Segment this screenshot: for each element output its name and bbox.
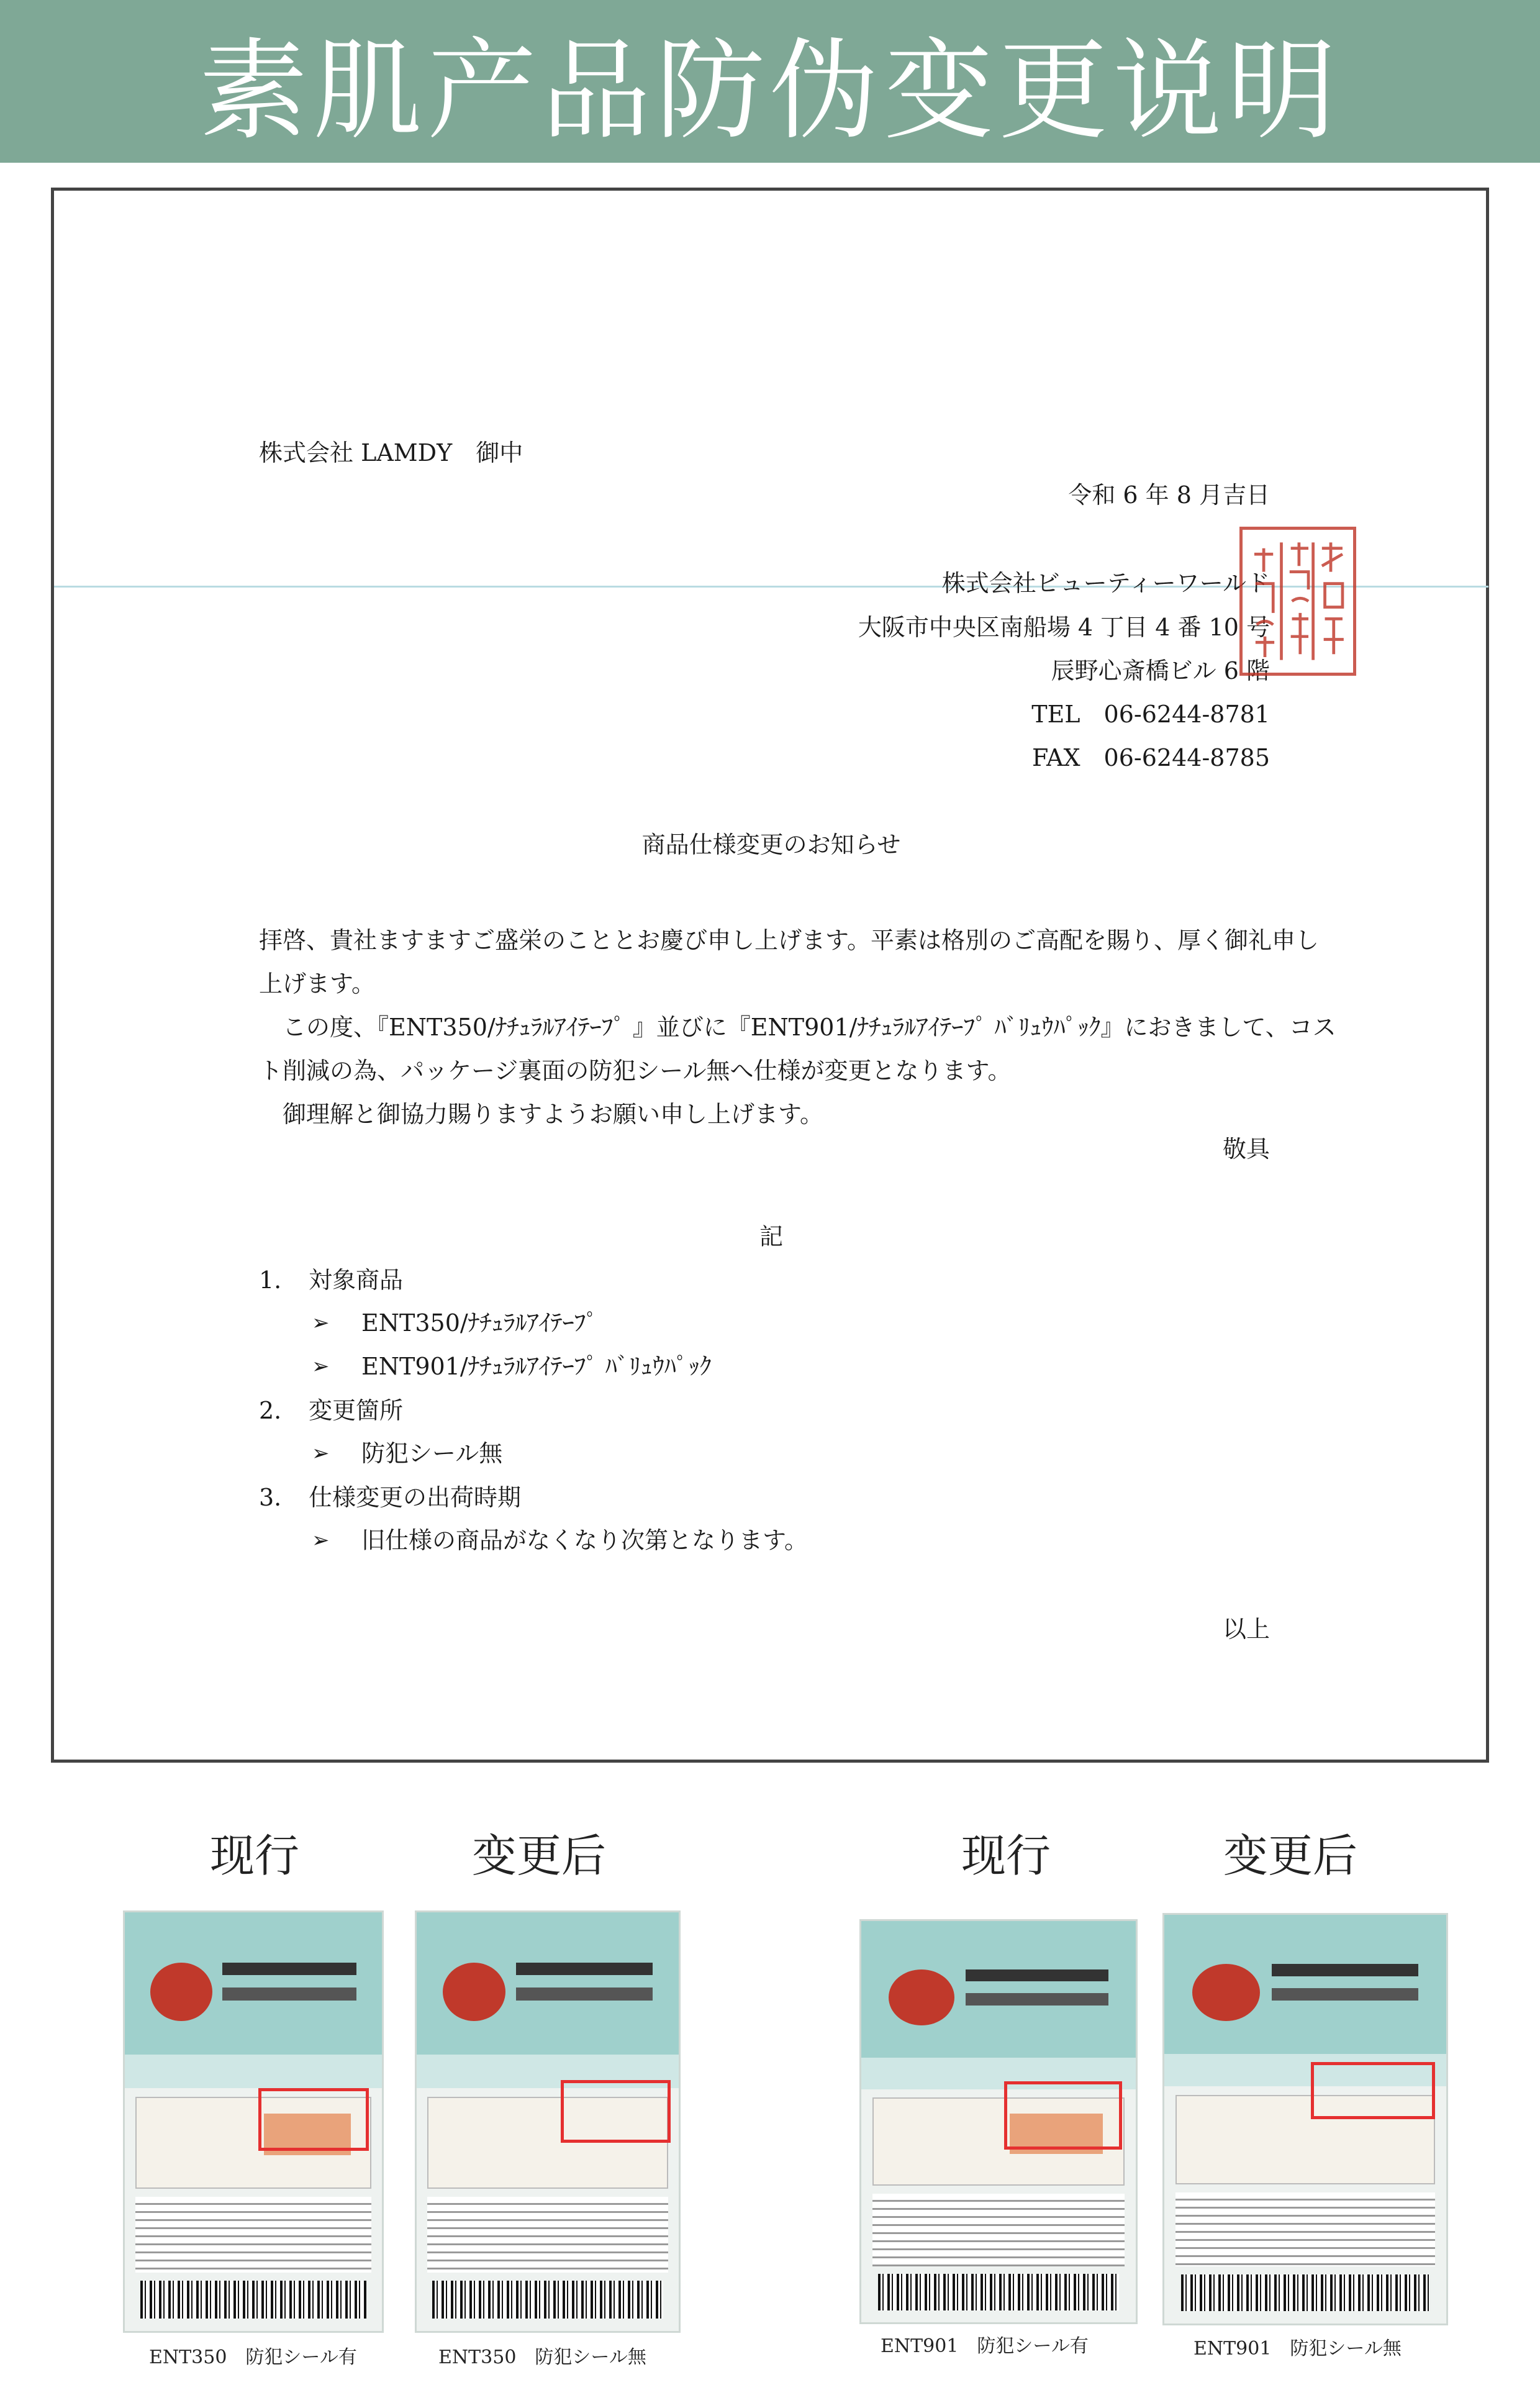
body-paragraph-1: 拝啓、貴社ますますご盛栄のこととお慶び申し上げます。平素は格別のご高配を賜り、厚く御礼申し上げます。 [259, 927, 1319, 997]
item-label: 対象商品 [309, 1266, 404, 1294]
letter-addressee: 株式会社 LAMDY 御中 [259, 439, 523, 466]
sender-address: 大阪市中央区南船場 4 丁目 4 番 10 号 [858, 614, 1270, 641]
letter-body [259, 919, 1339, 1136]
package-photo-ent901-current [859, 1919, 1138, 2324]
changed-label: 变更后 [1223, 1830, 1358, 1882]
item-label: 仕様変更の出荷時期 [309, 1484, 522, 1511]
current-label: 现行 [961, 1830, 1051, 1882]
barcode-icon [878, 2274, 1120, 2310]
sender-company: 株式会社ビューティーワールド [941, 570, 1270, 597]
highlight-box [1311, 2062, 1435, 2119]
bullet-arrow-icon: ➢ [312, 1311, 330, 1335]
barcode-icon [1181, 2274, 1429, 2311]
package-photo-ent350-changed [415, 1910, 681, 2333]
body-paragraph-2: この度、『ENT350/ﾅﾁｭﾗﾙｱｲﾃｰﾌﾟ 』並びに『ENT901/ﾅﾁｭﾗﾙｱｲﾃｰﾌﾟ ﾊﾞﾘｭｳﾊﾟｯｸ』におきまして、コスト削減の為、パッケージ裏面の防犯シール無へ仕様が変更となります。 [259, 1014, 1336, 1084]
highlight-box [1004, 2081, 1122, 2150]
sender-tel: TEL 06-6244-8781 [1031, 701, 1270, 728]
company-seal [1239, 527, 1356, 676]
item-number: 1. [259, 1266, 282, 1294]
seal-stamp-icon [1243, 530, 1353, 673]
photo-caption: ENT350 防犯シール無 [438, 2346, 646, 2368]
package-photo-ent901-changed [1162, 1913, 1448, 2325]
item-sub: 防犯シール無 [361, 1440, 503, 1467]
letter-ki: 記 [759, 1223, 783, 1250]
sender-building: 辰野心斎橋ビル 6 階 [1051, 657, 1270, 684]
item-number: 2. [259, 1397, 282, 1424]
letter-date: 令和 6 年 8 月吉日 [1068, 481, 1270, 509]
bullet-arrow-icon: ➢ [312, 1354, 330, 1379]
letter-document [51, 188, 1489, 1763]
item-sub: ENT350/ﾅﾁｭﾗﾙｱｲﾃｰﾌﾟ [361, 1309, 598, 1337]
highlight-box [561, 2080, 671, 2143]
sender-fax: FAX 06-6244-8785 [1031, 744, 1270, 771]
barcode-icon [432, 2281, 663, 2319]
bullet-arrow-icon: ➢ [312, 1441, 330, 1466]
photo-caption: ENT901 防犯シール有 [881, 2335, 1089, 2357]
photo-caption: ENT901 防犯シール無 [1194, 2338, 1402, 2360]
bullet-arrow-icon: ➢ [312, 1528, 330, 1553]
barcode-icon [140, 2281, 366, 2319]
item-sub: 旧仕様の商品がなくなり次第となります。 [361, 1527, 808, 1554]
changed-label: 变更后 [472, 1830, 607, 1882]
current-label: 现行 [210, 1830, 300, 1882]
letter-closing: 敬具 [1222, 1135, 1270, 1163]
header-banner [0, 0, 1540, 163]
letter-subject: 商品仕様変更のお知らせ [641, 831, 901, 858]
item-number: 3. [259, 1484, 282, 1511]
photo-caption: ENT350 防犯シール有 [149, 2346, 357, 2368]
package-photo-ent350-current [123, 1910, 384, 2333]
letter-end: 以上 [1222, 1615, 1270, 1643]
item-sub: ENT901/ﾅﾁｭﾗﾙｱｲﾃｰﾌﾟ ﾊﾞﾘｭｳﾊﾟｯｸ [361, 1353, 712, 1380]
item-label: 変更箇所 [309, 1397, 404, 1424]
page-title: 素肌产品防伪变更说明 [198, 27, 1341, 155]
highlight-box [258, 2088, 369, 2151]
body-paragraph-3: 御理解と御協力賜りますようお願い申し上げます。 [259, 1101, 823, 1128]
